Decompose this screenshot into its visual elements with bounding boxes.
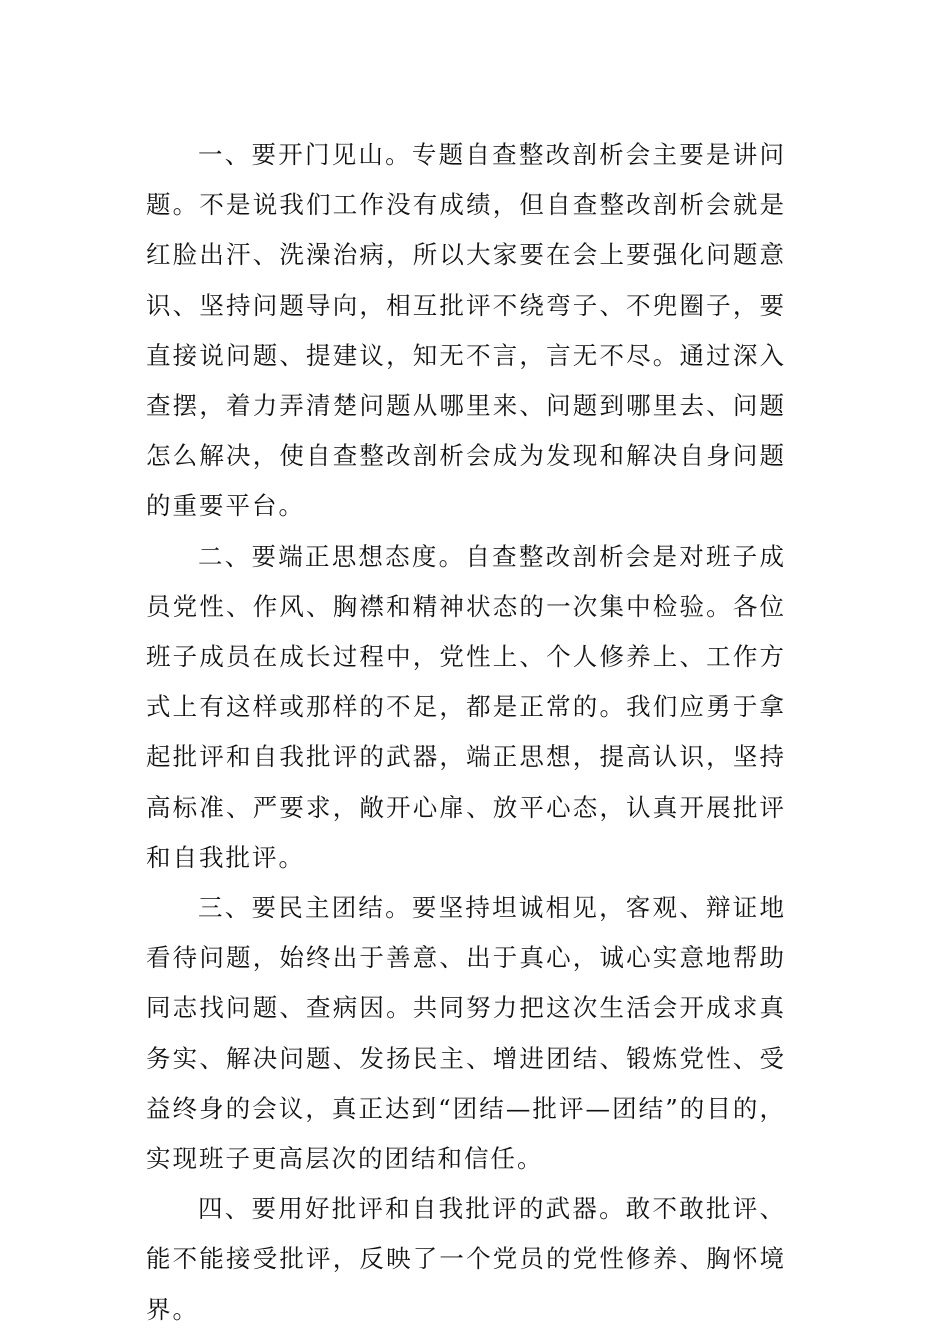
paragraph-2: 二、要端正思想态度。自查整改剖析会是对班子成员党性、作风、胸襟和精神状态的一次集中检验。各位班子成员在成长过程中，党性上、个人修养上、工作方式上有这样或那样的不足，都是正常的。我们应勇于拿起批评和自我批评的武器，端正思想，提高认识，坚持高标准、严要求，敞开心扉、放平心态，认真开展批评和自我批评。 — [146, 541, 786, 872]
paragraph-4: 四、要用好批评和自我批评的武器。敢不敢批评、能不能接受批评，反映了一个党员的党性修养、胸怀境界。 — [146, 1194, 786, 1324]
document-body — [146, 130, 786, 1335]
paragraph-1: 一、要开门见山。专题自查整改剖析会主要是讲问题。不是说我们工作没有成绩，但自查整改剖析会就是红脸出汗、洗澡治病，所以大家要在会上要强化问题意识、坚持问题导向，相互批评不绕弯子、不兜圈子，要直接说问题、提建议，知无不言，言无不尽。通过深入查摆，着力弄清楚问题从哪里来、问题到哪里去、问题怎么解决，使自查整改剖析会成为发现和解决自身问题的重要平台。 — [146, 140, 786, 521]
paragraph-3: 三、要民主团结。要坚持坦诚相见，客观、辩证地看待问题，始终出于善意、出于真心，诚心实意地帮助同志找问题、查病因。共同努力把这次生活会开成求真务实、解决问题、发扬民主、增进团结、锻炼党性、受益终身的会议，真正达到“团结—批评—团结”的目的，实现班子更高层次的团结和信任。 — [146, 893, 786, 1174]
